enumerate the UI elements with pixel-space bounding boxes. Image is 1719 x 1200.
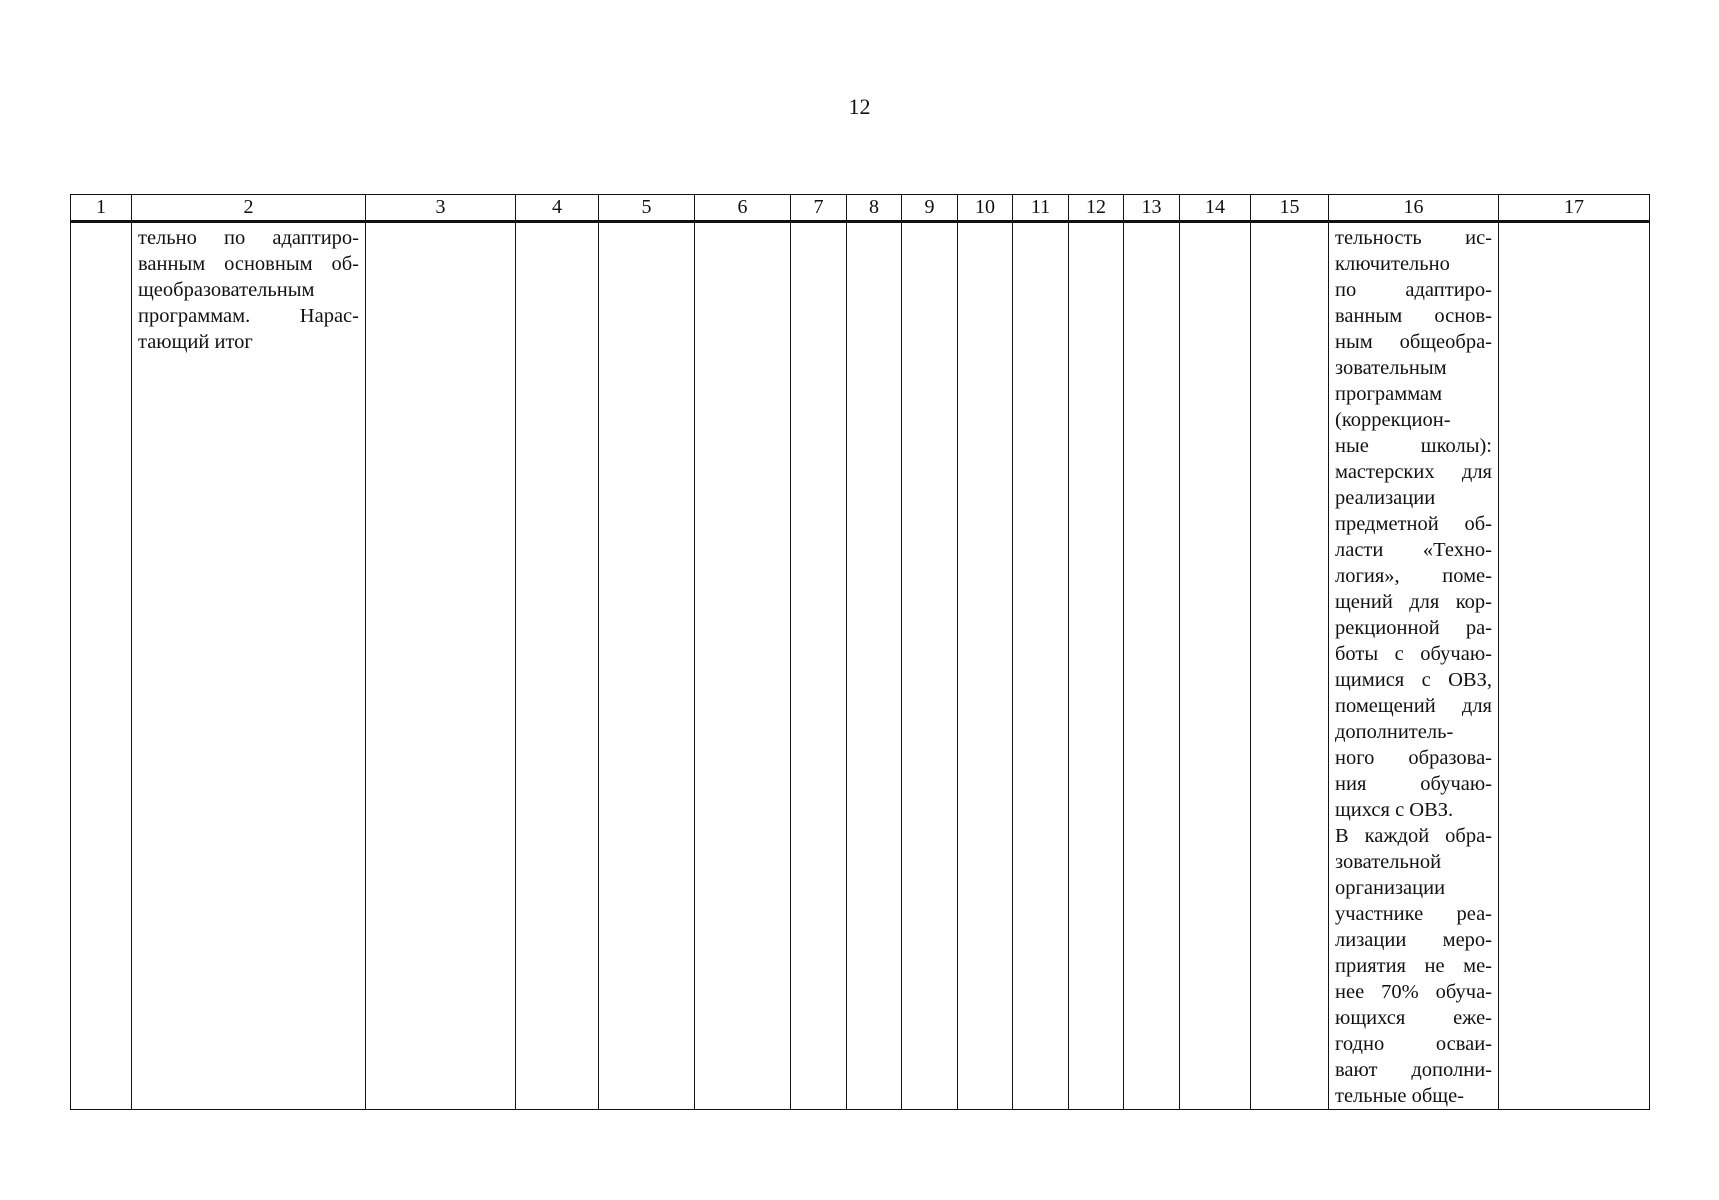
text-line: участнике реа- [1335,903,1492,925]
column-number: 7 [791,195,847,222]
table-cell [902,222,958,1110]
column-number: 2 [132,195,366,222]
text-line: программам [1335,383,1443,405]
column-number-row [71,195,1650,222]
text-line: помещений для [1335,695,1492,717]
text-line: предметной об- [1335,513,1492,535]
column-number: 13 [1124,195,1180,222]
text-line: ванным основным об- [138,253,359,275]
column-number: 6 [695,195,791,222]
text-line: (коррекцион- [1335,409,1451,431]
column-number: 15 [1251,195,1329,222]
column-number: 9 [902,195,958,222]
text-line: щимися с ОВЗ, [1335,669,1492,691]
text-line: ного образова- [1335,747,1492,769]
table-cell [1499,222,1650,1110]
text-line: В каждой обра- [1335,825,1492,847]
table-cell [1180,222,1251,1110]
table-cell [599,222,695,1110]
text-line: приятия не ме- [1335,955,1492,977]
text-line: по адаптиро- [1335,279,1492,301]
data-table [70,194,1650,1110]
text-line: тельные обще- [1335,1085,1464,1107]
text-line: щеобразовательным [138,279,315,301]
text-line: ные школы): [1335,435,1492,457]
text-line: щений для кор- [1335,591,1492,613]
table-cell [1329,222,1499,1110]
text-line: зовательной [1335,851,1442,873]
table-cell [958,222,1013,1110]
description-text [1329,223,1498,1109]
text-line: лизации меро- [1335,929,1492,951]
text-line: ключительно [1335,253,1450,275]
column-number: 1 [71,195,132,222]
text-line: годно осваи- [1335,1033,1492,1055]
text-line: реализации [1335,487,1436,509]
text-line: ласти «Техно- [1335,539,1492,561]
text-line: логия», поме- [1335,565,1492,587]
column-number: 8 [847,195,902,222]
table-cell [1124,222,1180,1110]
column-number: 12 [1069,195,1124,222]
text-line: программам. Нарас- [138,305,359,327]
text-line: зовательным [1335,357,1447,379]
table-cell [1251,222,1329,1110]
indicator-text [132,223,365,355]
table-cell [132,222,366,1110]
text-line: ванным основ- [1335,305,1492,327]
text-line: ния обучаю- [1335,773,1492,795]
text-line: тающий итог [138,331,253,353]
column-number: 11 [1013,195,1069,222]
page-number: 12 [848,94,871,119]
text-line: дополнитель- [1335,721,1454,743]
column-number: 3 [366,195,516,222]
column-number: 14 [1180,195,1251,222]
table-cell [791,222,847,1110]
table-cell [847,222,902,1110]
text-line: боты с обучаю- [1335,643,1492,665]
table-cell [516,222,599,1110]
text-line: организации [1335,877,1446,899]
text-line: щихся с ОВЗ. [1335,799,1454,821]
table-cell [71,222,132,1110]
table-cell [695,222,791,1110]
text-line: вают дополни- [1335,1059,1492,1081]
column-number: 16 [1329,195,1499,222]
table-cell [1069,222,1124,1110]
text-line: рекционной ра- [1335,617,1492,639]
table-row [71,222,1650,1110]
table-cell [366,222,516,1110]
column-number: 5 [599,195,695,222]
table-cell [1013,222,1069,1110]
column-number: 10 [958,195,1013,222]
text-line: ющихся еже- [1335,1007,1492,1029]
text-line: тельно по адаптиро- [138,227,359,249]
text-line: ным общеобра- [1335,331,1492,353]
text-line: тельность ис- [1335,227,1492,249]
column-number: 4 [516,195,599,222]
column-number: 17 [1499,195,1650,222]
text-line: нее 70% обуча- [1335,981,1492,1003]
text-line: мастерских для [1335,461,1492,483]
